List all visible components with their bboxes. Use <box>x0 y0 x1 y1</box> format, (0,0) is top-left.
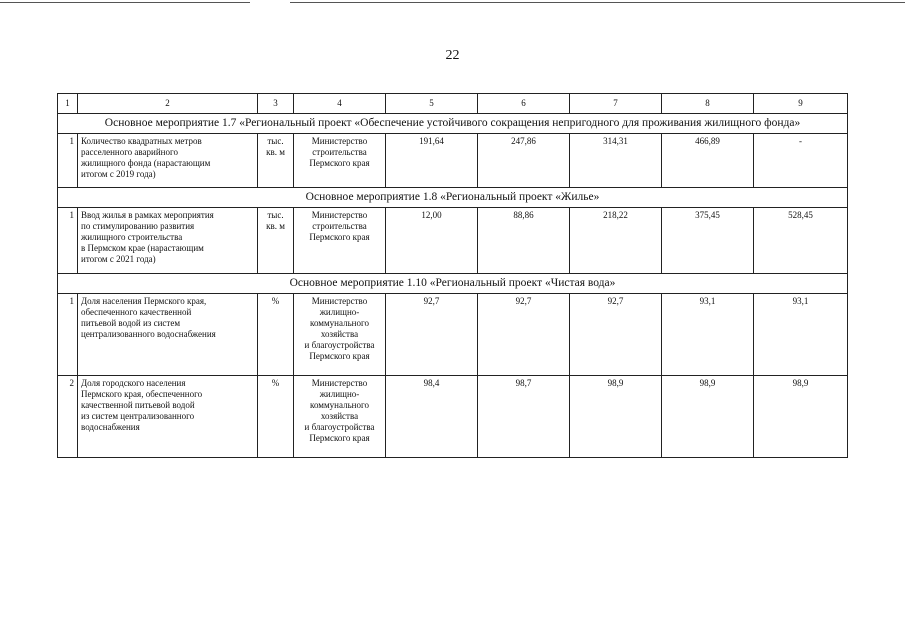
top-rule-right <box>290 2 905 3</box>
top-rule-left <box>0 2 250 3</box>
value-cell: 98,7 <box>478 376 570 458</box>
indicators-table <box>57 93 848 458</box>
section-header-row <box>58 188 848 208</box>
row-number: 2 <box>58 376 78 458</box>
value-cell: 92,7 <box>386 294 478 376</box>
value-cell: 314,31 <box>570 134 662 188</box>
value-cell: 98,9 <box>570 376 662 458</box>
row-number: 1 <box>58 208 78 274</box>
unit-of-measure: % <box>258 294 294 376</box>
value-cell: 98,9 <box>754 376 848 458</box>
column-number: 3 <box>258 94 294 114</box>
row-number: 1 <box>58 134 78 188</box>
value-cell: 191,64 <box>386 134 478 188</box>
column-number-row <box>58 94 848 114</box>
section-title: Основное мероприятие 1.8 «Региональный проект «Жилье» <box>58 188 848 208</box>
indicator-name: Доля населения Пермского края, обеспеченного качественной питьевой водой из систем централизованного водоснабжения <box>78 294 258 376</box>
section-header-row <box>58 114 848 134</box>
indicator-name: Количество квадратных метров расселенного аварийного жилищного фонда (нарастающим итогом с 2019 года) <box>78 134 258 188</box>
value-cell: 247,86 <box>478 134 570 188</box>
column-number: 2 <box>78 94 258 114</box>
unit-of-measure: тыс. кв. м <box>258 208 294 274</box>
value-cell: - <box>754 134 848 188</box>
value-cell: 98,9 <box>662 376 754 458</box>
section-header-row <box>58 274 848 294</box>
column-number: 4 <box>294 94 386 114</box>
column-number: 8 <box>662 94 754 114</box>
value-cell: 93,1 <box>754 294 848 376</box>
value-cell: 218,22 <box>570 208 662 274</box>
responsible-executor: Министерство жилищно- коммунального хозяйства и благоустройства Пермского края <box>294 376 386 458</box>
table-row <box>58 294 848 376</box>
column-number: 1 <box>58 94 78 114</box>
value-cell: 88,86 <box>478 208 570 274</box>
section-title: Основное мероприятие 1.10 «Региональный проект «Чистая вода» <box>58 274 848 294</box>
value-cell: 92,7 <box>478 294 570 376</box>
indicator-name: Ввод жилья в рамках мероприятия по стимулированию развития жилищного строительства в Пермском крае (нарастающим итогом с 2021 года) <box>78 208 258 274</box>
value-cell: 375,45 <box>662 208 754 274</box>
table-row <box>58 208 848 274</box>
value-cell: 12,00 <box>386 208 478 274</box>
value-cell: 466,89 <box>662 134 754 188</box>
row-number: 1 <box>58 294 78 376</box>
page-number: 22 <box>445 48 460 63</box>
column-number: 7 <box>570 94 662 114</box>
responsible-executor: Министерство жилищно- коммунального хозяйства и благоустройства Пермского края <box>294 294 386 376</box>
value-cell: 93,1 <box>662 294 754 376</box>
table-row <box>58 134 848 188</box>
value-cell: 98,4 <box>386 376 478 458</box>
value-cell: 92,7 <box>570 294 662 376</box>
unit-of-measure: % <box>258 376 294 458</box>
table-row <box>58 376 848 458</box>
column-number: 9 <box>754 94 848 114</box>
value-cell: 528,45 <box>754 208 848 274</box>
responsible-executor: Министерство строительства Пермского края <box>294 208 386 274</box>
column-number: 5 <box>386 94 478 114</box>
column-number: 6 <box>478 94 570 114</box>
unit-of-measure: тыс. кв. м <box>258 134 294 188</box>
section-title: Основное мероприятие 1.7 «Региональный проект «Обеспечение устойчивого сокращения непригодного для проживания жилищного фонда» <box>58 114 848 134</box>
responsible-executor: Министерство строительства Пермского края <box>294 134 386 188</box>
indicator-name: Доля городского населения Пермского края, обеспеченного качественной питьевой водой из систем централизованного водоснабжения <box>78 376 258 458</box>
